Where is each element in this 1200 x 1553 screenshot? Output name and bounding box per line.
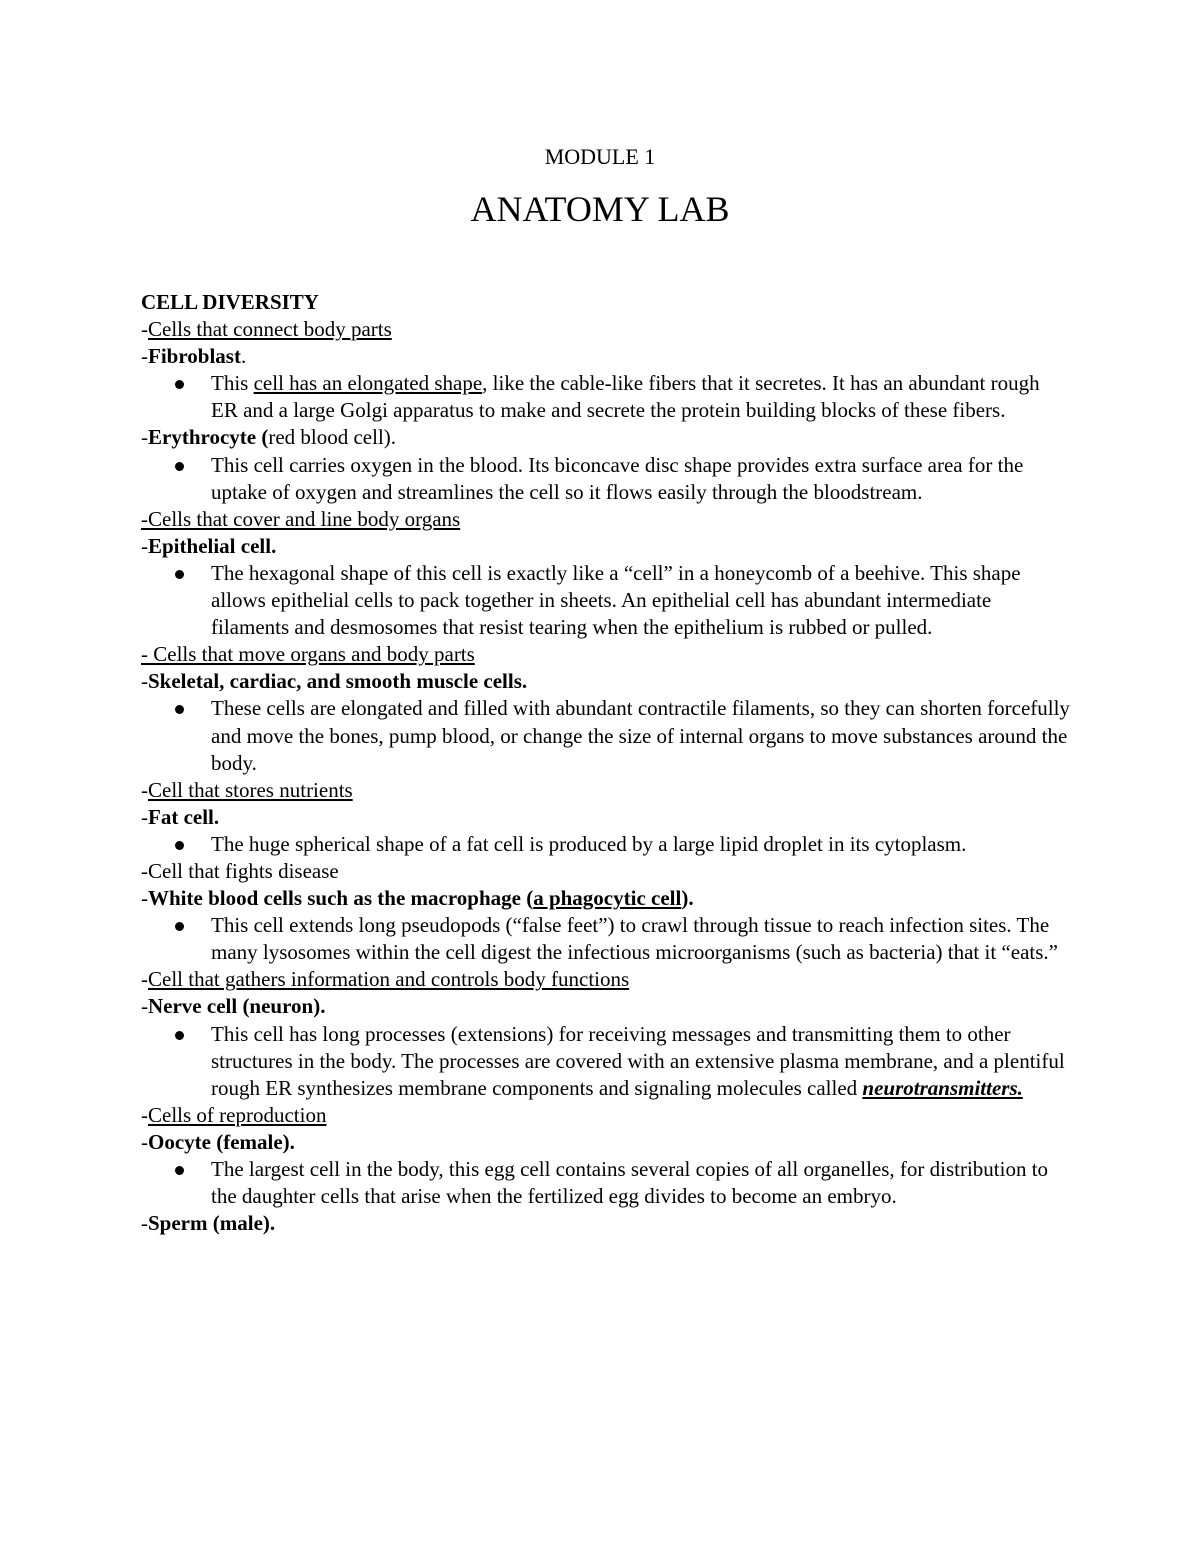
category-move: - Cells that move organs and body parts <box>141 642 475 667</box>
cell-wbc-title: -White blood cells such as the macrophage (a phagocytic cell). <box>141 886 694 911</box>
bullet-muscle: These cells are elongated and filled with abundant contractile filaments, so they can shorten forcefully and move the bones, pump blood, or change the size of internal organs to move substances around the body. <box>141 695 1071 776</box>
bullet-icon <box>175 1031 184 1040</box>
cell-oocyte-title: -Oocyte (female). <box>141 1129 295 1154</box>
cell-erythrocyte-title: -Erythrocyte (red blood cell). <box>141 425 397 450</box>
section-heading: CELL DIVERSITY <box>141 290 319 314</box>
document-body <box>141 289 1071 1237</box>
bullet-oocyte: The largest cell in the body, this egg cell contains several copies of all organelles, for distribution to the daughter cells that arise when the fertilized egg divides to become an embryo. <box>141 1156 1071 1210</box>
cell-fat-title: -Fat cell. <box>141 804 220 829</box>
bullet-epithelial: The hexagonal shape of this cell is exactly like a “cell” in a honeycomb of a beehive. This shape allows epithelial cells to pack together in sheets. An epithelial cell has abundant intermediate filaments and desmosomes that resist tearing when the epithelium is rubbed or pulled. <box>141 560 1071 641</box>
bullet-icon <box>175 462 184 471</box>
cell-sperm-title: -Sperm (male). <box>141 1211 276 1236</box>
category-reproduction: -Cells of reproduction <box>141 1102 327 1127</box>
category-fight: -Cell that fights disease <box>141 858 339 883</box>
category-store: -Cell that stores nutrients <box>141 777 353 802</box>
page-title: ANATOMY LAB <box>470 189 730 229</box>
bullet-icon <box>175 705 184 714</box>
cell-muscle-title: -Skeletal, cardiac, and smooth muscle cells. <box>141 669 528 694</box>
bullet-nerve: This cell has long processes (extensions) for receiving messages and transmitting them to other structures in the body. The processes are covered with an extensive plasma membrane, and a plentiful rough ER synthesizes membrane components and signaling molecules called neurotransmitters. <box>141 1021 1071 1102</box>
bullet-erythrocyte: This cell carries oxygen in the blood. Its biconcave disc shape provides extra surface area for the uptake of oxygen and streamlines the cell so it flows easily through the bloodstream. <box>141 452 1071 506</box>
bullet-fibroblast: This cell has an elongated shape, like the cable-like fibers that it secretes. It has an abundant rough ER and a large Golgi apparatus to make and secrete the protein building blocks of these fibers. <box>141 370 1071 424</box>
module-label: MODULE 1 <box>544 144 656 169</box>
bullet-icon <box>175 841 184 850</box>
category-information: -Cell that gathers information and controls body functions <box>141 967 630 992</box>
bullet-wbc: This cell extends long pseudopods (“false feet”) to crawl through tissue to reach infection sites. The many lysosomes within the cell digest the infectious microorganisms (such as bacteria) that it “eats.” <box>141 912 1071 966</box>
cell-nerve-title: -Nerve cell (neuron). <box>141 994 326 1019</box>
bullet-fat: The huge spherical shape of a fat cell is produced by a large lipid droplet in its cytoplasm. <box>141 831 1071 858</box>
cell-fibroblast-title: -Fibroblast. <box>141 344 247 369</box>
bullet-icon <box>175 1166 184 1175</box>
bullet-icon <box>175 380 184 389</box>
bullet-icon <box>175 570 184 579</box>
bullet-icon <box>175 922 184 931</box>
category-cover: -Cells that cover and line body organs <box>141 506 461 531</box>
cell-epithelial-title: -Epithelial cell. <box>141 533 277 558</box>
category-connect: -Cells that connect body parts <box>141 317 392 342</box>
neurotransmitters-term: neurotransmitters. <box>862 1075 1023 1100</box>
